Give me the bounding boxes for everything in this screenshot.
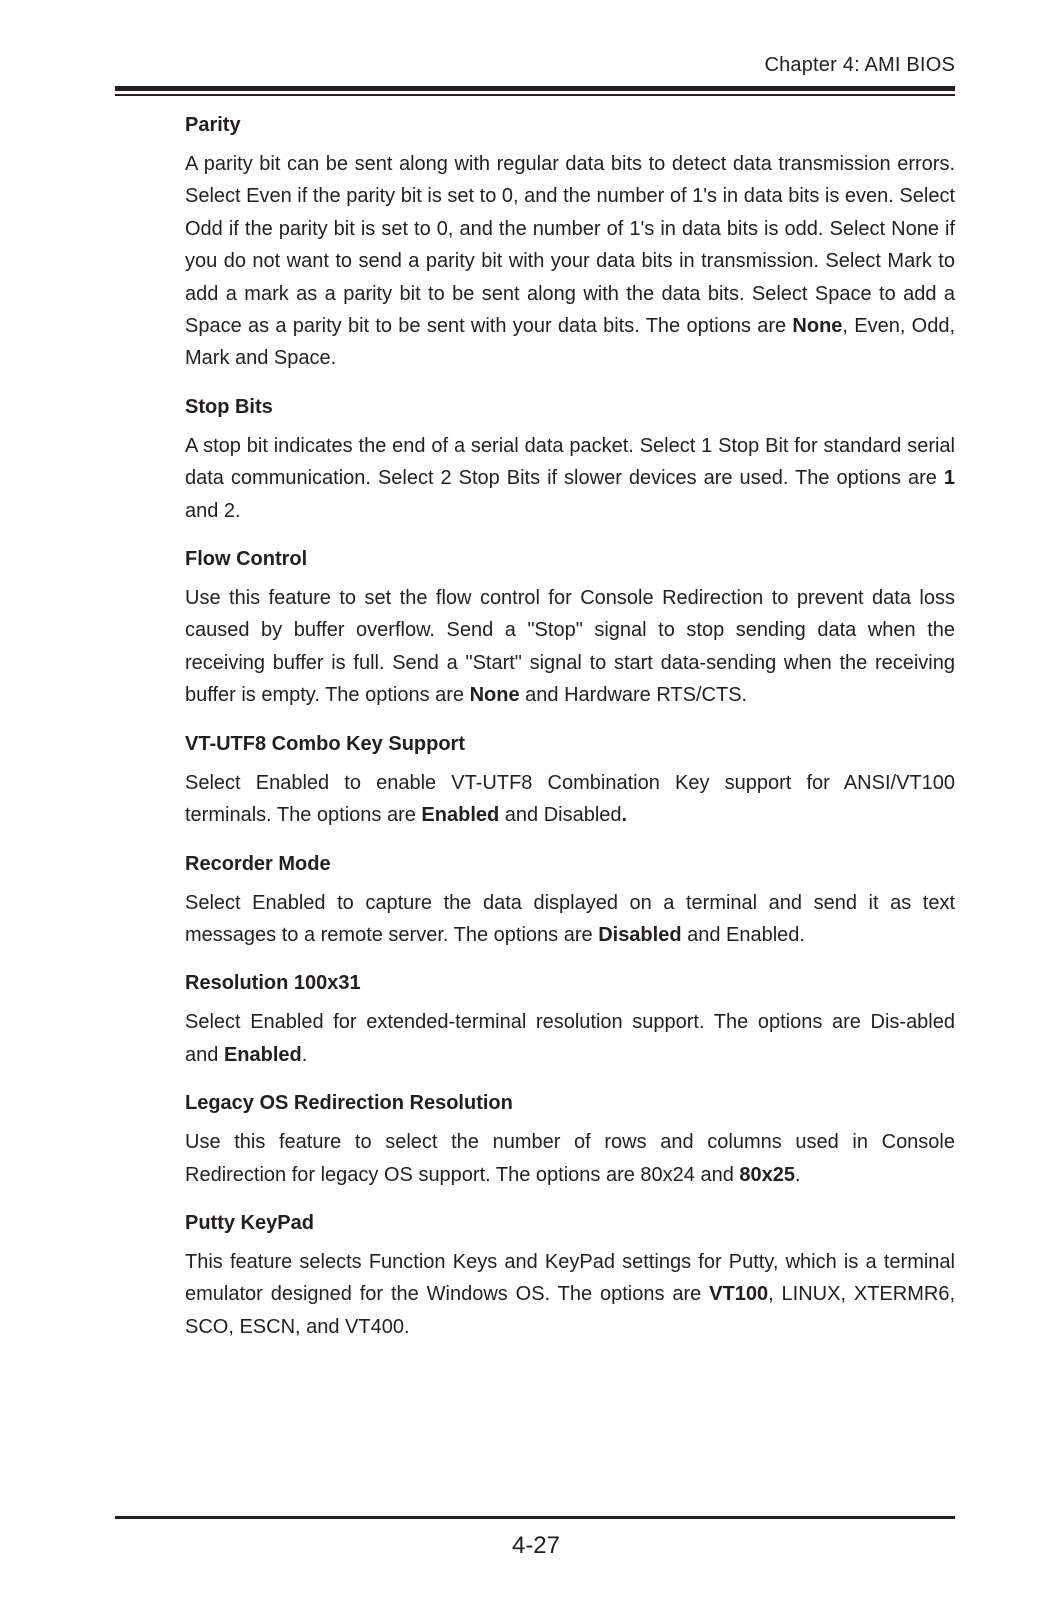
section-title: Stop Bits [185,395,273,418]
section-resolution-100x31 [185,971,955,1071]
section-recorder-mode [185,852,955,952]
section-body: Select Enabled for extended-terminal resolution support. The options are Dis-abled and Enabled. [185,1011,955,1066]
header-rule-thick [115,86,955,91]
header-rule-thin [115,94,955,96]
section-body: A stop bit indicates the end of a serial data packet. Select 1 Stop Bit for standard serial data communication. Select 2 Stop Bits if slower devices are used. The options are 1 and 2. [185,434,955,522]
section-title: Parity [185,114,241,136]
section-stop-bits [185,395,955,527]
section-body: Use this feature to select the number of rows and columns used in Console Redirection for legacy OS support. The options are 80x24 and 80x25. [185,1131,955,1186]
section-putty-keypad [185,1211,955,1343]
section-body: Select Enabled to enable VT-UTF8 Combination Key support for ANSI/VT100 terminals. The options are Enabled and Disabled. [185,771,955,827]
section-body: A parity bit can be sent along with regular data bits to detect data transmission errors. Select Even if the parity bit is set to 0, and the number of 1's in data bits is even. Select Odd if the parity bit is set to 0, and the number of 1's in data bits is odd. Select None if you do not want to send a parity bit with your data bits in transmission. Select Mark to add a mark as a parity bit to be sent along with the data bits. Select Space to add a Space as a parity bit to be sent with your data bits. The options are None, Even, Odd, Mark and Space. [185,153,956,370]
section-title: Recorder Mode [185,852,331,875]
section-parity [185,113,955,375]
section-body: Use this feature to set the flow control for Console Redirection to prevent data loss caused by buffer overflow. Send a "Stop" signal to stop sending data when the receiving buffer is full. Send a "Start" signal to start data-sending when the receiving buffer is empty. The options are None and Hardware RTS/CTS. [185,587,955,707]
section-title: Putty KeyPad [185,1211,314,1234]
page-number: 4-27 [511,1532,561,1559]
footer-rule [115,1516,955,1519]
section-title: Resolution 100x31 [185,972,361,995]
chapter-header: Chapter 4: AMI BIOS [764,54,955,76]
section-flow-control [185,547,955,712]
section-title: Legacy OS Redirection Resolution [185,1092,513,1115]
section-legacy-os-redirection [185,1091,955,1191]
section-body: Select Enabled to capture the data displayed on a terminal and send it as text messages to a remote server. The options are Disabled and Enabled. [185,891,955,946]
main-content [185,113,955,1363]
section-title: Flow Control [185,548,308,571]
section-body: This feature selects Function Keys and KeyPad settings for Putty, which is a terminal emulator designed for the Windows OS. The options are VT100, LINUX, XTERMR6, SCO, ESCN, and VT400. [185,1250,955,1338]
section-title: VT-UTF8 Combo Key Support [185,732,465,755]
section-vt-utf8-combo-key [185,732,955,832]
